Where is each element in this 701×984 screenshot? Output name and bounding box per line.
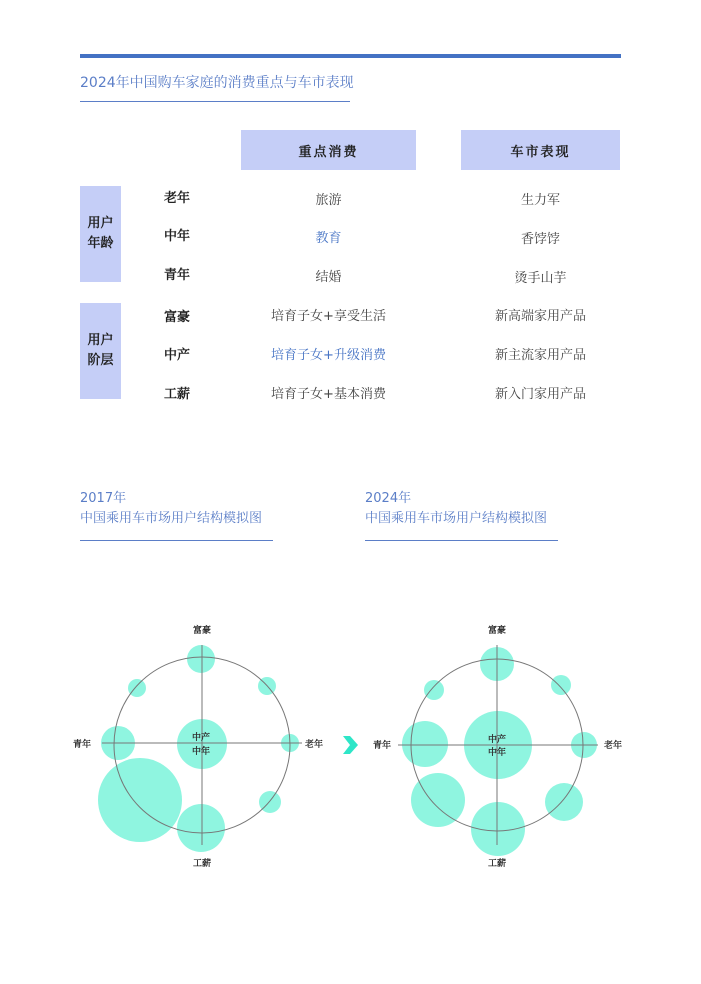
consumption-cell: 培育子女+基本消费	[271, 387, 386, 402]
bubble-senior-worker	[545, 783, 583, 821]
label-center-2: 中年	[191, 747, 211, 757]
label-top: 富豪	[192, 626, 212, 636]
group-label-line: 年龄	[87, 236, 114, 251]
label-left: 青年	[373, 741, 392, 751]
market-cell: 烫手山芋	[514, 271, 567, 286]
diagram-2017	[73, 624, 323, 869]
market-cell: 香饽饽	[520, 232, 560, 247]
row-label: 青年	[164, 268, 191, 283]
row-label: 老年	[164, 191, 191, 206]
label-right: 老年	[305, 740, 324, 750]
group-label-line: 阶层	[87, 353, 114, 368]
row-label: 工薪	[164, 387, 191, 402]
label-bottom: 工薪	[487, 859, 507, 869]
consumption-cell: 旅游	[315, 193, 342, 208]
diagram-subtitle: 中国乘用车市场用户结构模拟图	[365, 511, 548, 526]
consumption-cell: 结婚	[315, 270, 342, 285]
page-title: 2024年中国购车家庭的消费重点与车市表现	[80, 75, 354, 91]
bubble-youth-rich	[128, 679, 146, 697]
header-consumption: 重点消费	[241, 130, 416, 170]
market-cell: 新主流家用产品	[494, 348, 586, 363]
bubble-worker	[177, 804, 225, 852]
row-label: 中产	[164, 348, 191, 363]
row-label: 中年	[164, 229, 191, 244]
bubble-youth-worker	[98, 758, 182, 842]
consumption-cell: 培育子女+享受生活	[271, 309, 386, 324]
label-center-1: 中产	[191, 733, 211, 743]
diagram-year: 2017年	[80, 491, 127, 506]
label-center-2: 中年	[487, 748, 507, 758]
header-market: 车市表现	[461, 130, 620, 170]
bubble-senior-rich	[551, 675, 571, 695]
consumption-cell: 培育子女+升级消费	[271, 348, 386, 363]
bubble-rich	[187, 645, 215, 673]
label-left: 青年	[73, 740, 92, 750]
bubble-youth-rich	[424, 680, 444, 700]
label-top: 富豪	[487, 626, 507, 636]
diagram-year: 2024年	[365, 491, 412, 506]
group-label-line: 用户	[87, 216, 114, 231]
label-right: 老年	[604, 741, 623, 751]
consumption-cell: 教育	[315, 231, 342, 246]
group-label-line: 用户	[87, 333, 114, 348]
bubble-youth	[402, 721, 448, 767]
market-cell: 生力军	[520, 193, 560, 208]
market-cell: 新入门家用产品	[494, 387, 586, 402]
label-center-1: 中产	[487, 735, 507, 745]
label-bottom: 工薪	[192, 859, 212, 869]
market-cell: 新高端家用产品	[494, 309, 586, 324]
chevron-right-icon	[343, 736, 358, 754]
diagram-subtitle: 中国乘用车市场用户结构模拟图	[80, 511, 263, 526]
diagram-2024	[373, 624, 622, 869]
row-label: 富豪	[164, 310, 191, 325]
